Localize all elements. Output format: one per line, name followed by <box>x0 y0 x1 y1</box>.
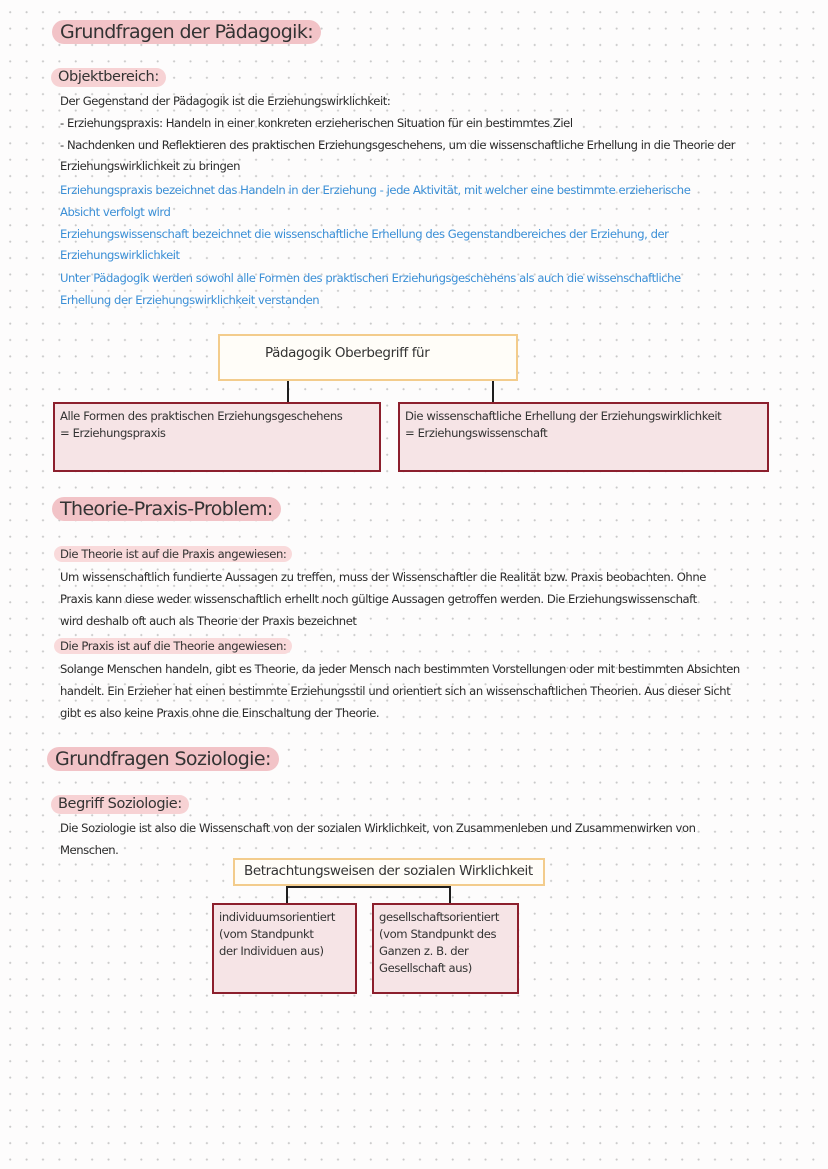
box-line: Gesellschaft aus) <box>379 961 472 975</box>
diagram-box-erziehungspraxis <box>53 402 381 472</box>
box-line: (vom Standpunkt <box>219 927 314 941</box>
diagram-top-box: Pädagogik Oberbegriff für <box>218 334 518 381</box>
text-line: Um wissenschaftlich fundierte Aussagen zu treffen, muss der Wissenschaftler die Realität bzw. Praxis beobachten. Ohne <box>60 570 706 584</box>
connector-line <box>286 886 451 888</box>
text-line: Erziehungswirklichkeit zu bringen <box>60 159 241 173</box>
connector-line <box>449 886 451 904</box>
diagram-box-erziehungswissenschaft <box>398 402 769 472</box>
box-line: der Individuen aus) <box>219 944 324 958</box>
subheading-praxis-theorie: Die Praxis ist auf die Theorie angewiesen: <box>54 638 292 654</box>
connector-line <box>287 381 289 403</box>
box-line: gesellschaftsorientiert <box>379 910 500 924</box>
connector-line <box>492 381 494 403</box>
text-line: Menschen. <box>60 843 119 857</box>
box-line: = Erziehungswissenschaft <box>405 426 548 440</box>
diagram2-top-box: Betrachtungsweisen der sozialen Wirklichkeit <box>233 858 545 886</box>
heading-grundfragen-soziologie: Grundfragen Soziologie: <box>47 747 279 771</box>
connector-line <box>286 886 288 904</box>
heading-theorie-praxis-problem: Theorie-Praxis-Problem: <box>52 497 281 521</box>
text-line: Praxis kann diese weder wissenschaftlich erhellt noch gültige Aussagen getroffen werden. Die Erziehungswissenschaft <box>60 592 697 606</box>
diagram2-box-gesellschaft <box>372 903 519 994</box>
blue-text-line: Unter Pädagogik werden sowohl alle Formen des praktischen Erziehungsgeschehens als auch die wissenschaftliche <box>60 271 681 285</box>
heading-grundfragen-paedagogik: Grundfragen der Pädagogik: <box>52 20 321 44</box>
box-line: Alle Formen des praktischen Erziehungsgeschehens <box>60 409 343 423</box>
text-line: - Nachdenken und Reflektieren des praktischen Erziehungsgeschehens, um die wissenschaftliche Erhellung in die Theorie der <box>60 138 736 152</box>
subheading-objektbereich: Objektbereich: <box>51 68 166 87</box>
text-line: Der Gegenstand der Pädagogik ist die Erziehungswirklichkeit: <box>60 94 391 108</box>
box-line: Ganzen z. B. der <box>379 944 469 958</box>
diagram2-box-individuum <box>212 903 357 994</box>
text-line: wird deshalb oft auch als Theorie der Praxis bezeichnet <box>60 614 357 628</box>
blue-text-line: Erziehungspraxis bezeichnet das Handeln in der Erziehung - jede Aktivität, mit welcher eine bestimmte erzieherische <box>60 183 691 197</box>
text-line: Die Soziologie ist also die Wissenschaft von der sozialen Wirklichkeit, von Zusammenleben und Zusammenwirken von <box>60 821 696 835</box>
text-line: handelt. Ein Erzieher hat einen bestimmte Erziehungsstil und orientiert sich an wissenschaftlichen Theorien. Aus dieser Sicht <box>60 684 731 698</box>
box-line: = Erziehungspraxis <box>60 426 166 440</box>
box-line: Die wissenschaftliche Erhellung der Erziehungswirklichkeit <box>405 409 722 423</box>
blue-text-line: Erziehungswissenschaft bezeichnet die wissenschaftliche Erhellung des Gegenstandbereiches der Erziehung, der <box>60 227 669 241</box>
box-line: individuumsorientiert <box>219 910 335 924</box>
blue-text-line: Erziehungswirklichkeit <box>60 248 180 262</box>
text-line: - Erziehungspraxis: Handeln in einer konkreten erzieherischen Situation für ein bestimmtes Ziel <box>60 116 573 130</box>
subheading-begriff-soziologie: Begriff Soziologie: <box>51 795 189 814</box>
blue-text-line: Erhellung der Erziehungswirklichkeit verstanden <box>60 293 320 307</box>
text-line: Solange Menschen handeln, gibt es Theorie, da jeder Mensch nach bestimmten Vorstellungen oder mit bestimmten Absichten <box>60 662 740 676</box>
box-line: (vom Standpunkt des <box>379 927 497 941</box>
text-line: gibt es also keine Praxis ohne die Einschaltung der Theorie. <box>60 706 380 720</box>
blue-text-line: Absicht verfolgt wird <box>60 205 171 219</box>
subheading-theorie-praxis: Die Theorie ist auf die Praxis angewiesen: <box>54 546 292 562</box>
